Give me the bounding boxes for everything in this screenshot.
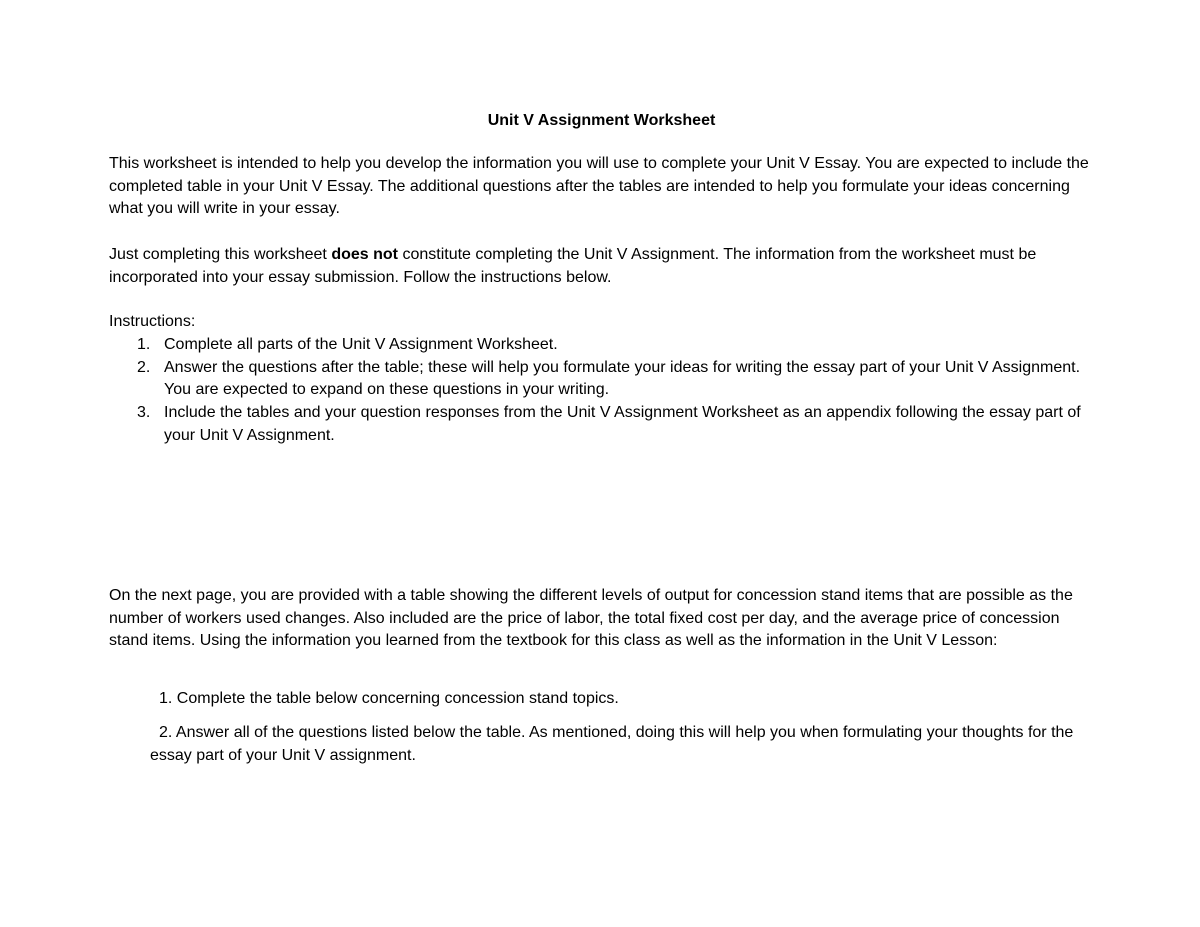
note-text-after: constitute completing the Unit V Assignment. The information from the worksheet must be incorporated into your essay submission. Follow the instructions below. bbox=[109, 246, 1037, 286]
task-number: 2. bbox=[159, 724, 173, 741]
intro-paragraph: This worksheet is intended to help you develop the information you will use to complete your Unit V Essay. You are expected to include the completed table in your Unit V Essay. The additional questions after the tables are intended to help you formulate your ideas concerning what you will write in your essay. bbox=[109, 155, 1089, 218]
instruction-text: Include the tables and your question responses from the Unit V Assignment Worksheet as an appendix following the essay part of your Unit V Assignment. bbox=[164, 404, 1081, 444]
instruction-text: Answer the questions after the table; these will help you formulate your ideas for writing the essay part of your Unit V Assignment. You are expected to expand on these questions in your writing. bbox=[164, 358, 1081, 399]
page-title: Unit V Assignment Worksheet bbox=[487, 112, 716, 129]
note-paragraph bbox=[109, 244, 1094, 289]
instruction-item bbox=[109, 357, 1094, 402]
instruction-item bbox=[109, 402, 1094, 447]
instruction-number: 3. bbox=[137, 404, 151, 422]
task-item bbox=[150, 722, 1090, 767]
note-emphasis: does not bbox=[331, 246, 398, 263]
task-text: Answer all of the questions listed below the table. As mentioned, doing this will help you when formulating your thoughts for the essay part of your Unit V assignment. bbox=[150, 724, 1074, 764]
instruction-number: 2. bbox=[137, 358, 151, 376]
task-item bbox=[159, 688, 1094, 711]
instructions-list bbox=[109, 334, 1094, 448]
instruction-item bbox=[109, 334, 1094, 357]
instruction-text: Complete all parts of the Unit V Assignment Worksheet. bbox=[164, 336, 558, 353]
note-text-before: Just completing this worksheet bbox=[109, 246, 332, 263]
task-text: Complete the table below concerning concession stand topics. bbox=[176, 690, 619, 707]
instruction-number: 1. bbox=[137, 336, 151, 353]
instructions-heading: Instructions: bbox=[109, 313, 196, 330]
next-page-paragraph: On the next page, you are provided with a table showing the different levels of output for concession stand items that are possible as the number of workers used changes. Also included are the price of labor, the total fixed cost per day, and the average price of concession stand items. Using the information you learned from the textbook for this class as well as the information in the Unit V Lesson: bbox=[109, 587, 1073, 650]
task-number: 1. bbox=[159, 690, 173, 707]
